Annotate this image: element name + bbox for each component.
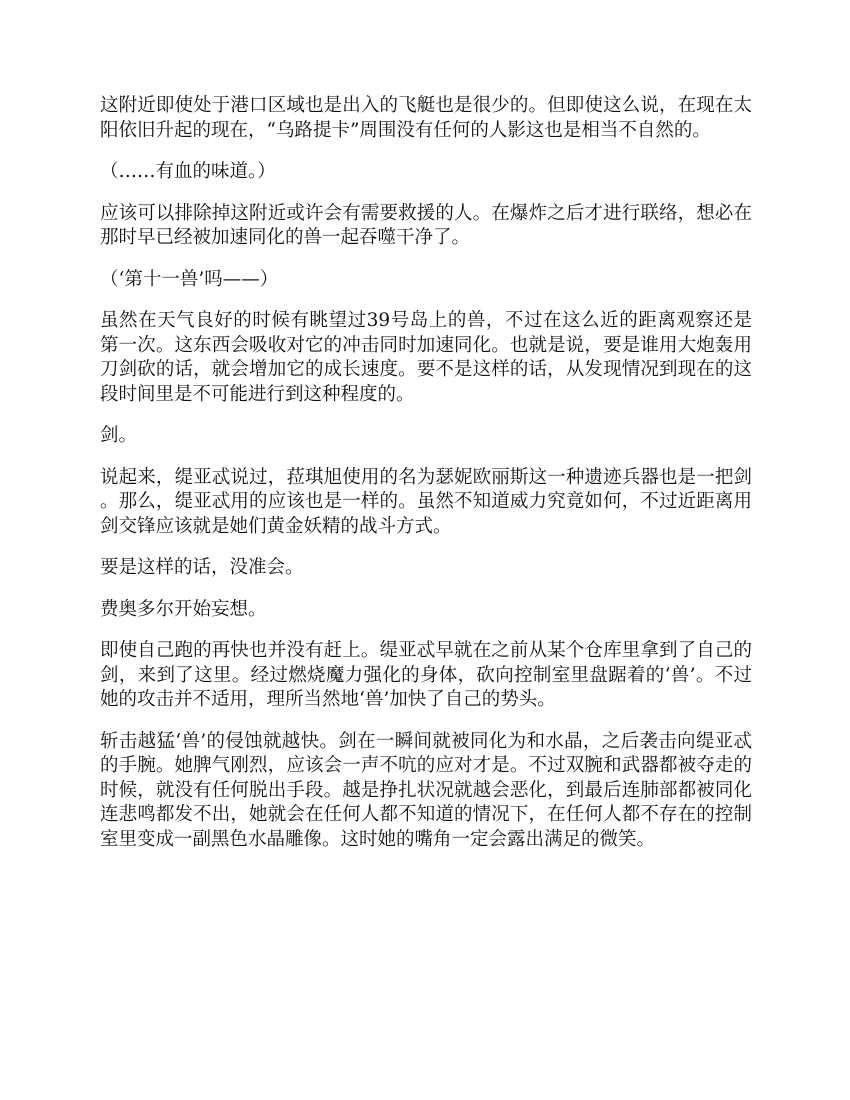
paragraph: 费奥多尔开始妄想。 <box>100 598 267 620</box>
paragraph: 虽然在天气良好的时候有眺望过39号岛上的兽，不过在这么近的距离观察还是第一次。这东西会吸收对它的冲击同时加速同化。也就是说，要是谁用大炮轰用刀剑砍的话，就会增加它的成长速度。要不是这样的话，从发现情况到现在的这段时间里是不可能进行到这种程度的。 <box>100 310 752 405</box>
paragraph: 应该可以排除掉这附近或许会有需要救援的人。在爆炸之后才进行联络，想必在那时早已经被加速同化的兽一起吞噬干净了。 <box>100 202 752 248</box>
paragraph: 即使自己跑的再快也并没有赶上。缇亚忒早就在之前从某个仓库里拿到了自己的剑，来到了这里。经过燃烧魔力强化的身体，砍向控制室里盘踞着的‘兽’。不过她的攻击并不适用，理所当然地‘兽’加快了自己的势头。 <box>100 640 752 710</box>
paragraph: 说起来，缇亚忒说过，菈琪旭使用的名为瑟妮欧丽斯这一种遗迹兵器也是一把剑。那么，缇亚忒用的应该也是一样的。虽然不知道威力究竟如何，不过近距离用剑交锋应该就是她们黄金妖精的战斗方式。 <box>100 466 752 537</box>
paragraph: （‘第十一兽’吗——） <box>100 268 279 290</box>
paragraph: 这附近即使处于港口区域也是出入的飞艇也是很少的。但即使这么说，在现在太阳依旧升起的现在，“乌路提卡”周围没有任何的人影这也是相当不自然的。 <box>100 95 752 141</box>
paragraph: 要是这样的话，没准会。 <box>100 557 304 578</box>
paragraph: 剑。 <box>100 425 138 446</box>
paragraph: （……有血的味道。） <box>100 161 276 182</box>
document-body <box>100 94 752 869</box>
paragraph: 斩击越猛‘兽’的侵蚀就越快。剑在一瞬间就被同化为和水晶，之后袭击向缇亚忒的手腕。她脾气刚烈，应该会一声不吭的应对才是。不过双腕和武器都被夺走的时候，就没有任何脱出手段。越是挣扎状况就越会恶化，到最后连肺部都被同化连悲鸣都发不出，她就会在任何人都不知道的情况下，在任何人都不存在的控制室里变成一副黑色水晶雕像。这时她的嘴角一定会露出满足的微笑。 <box>100 730 752 850</box>
